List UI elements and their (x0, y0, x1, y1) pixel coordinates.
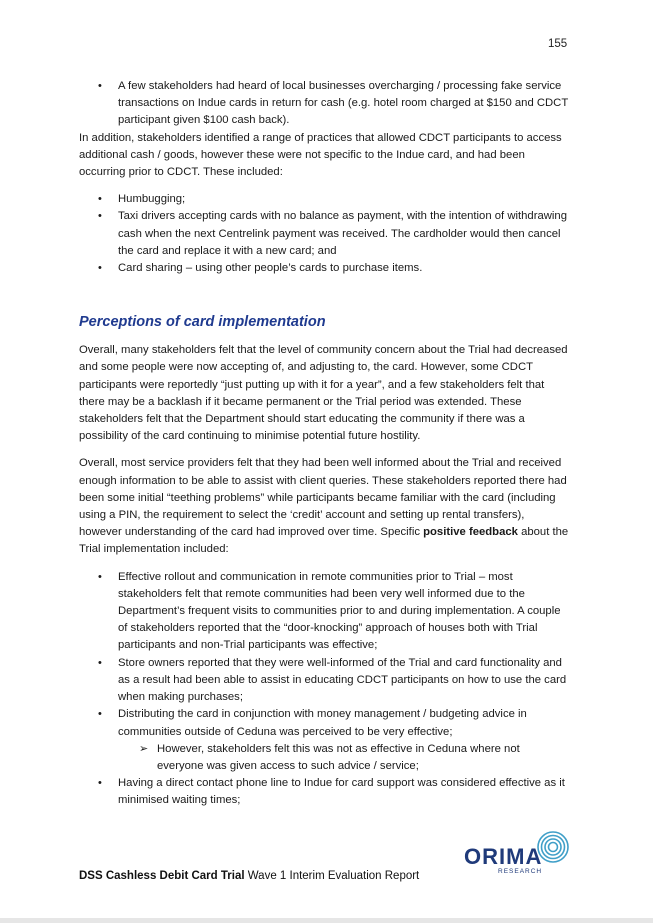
feedback-sub-list (79, 741, 569, 775)
page-number: 155 (548, 38, 568, 50)
paragraph-text: about the Trial implementation included: (79, 526, 569, 556)
list-item: • Humbugging; (79, 191, 569, 208)
practices-list (79, 191, 569, 277)
list-item: • Card sharing – using other people’s cards to purchase items. (79, 260, 569, 277)
section-heading: Perceptions of card implementation (79, 314, 326, 331)
feedback-list (79, 569, 569, 810)
list-item: • A few stakeholders had heard of local businesses overcharging / processing fake service transactions on Indue cards in return for cash (e.g. hotel room charged at $150 and CDCT participant given $100 cash back). (79, 78, 569, 130)
page-bottom-edge (0, 918, 653, 923)
paragraph-community-concern: Overall, many stakeholders felt that the level of community concern about the Trial had decreased and some people were now accepting of, and adjusting to, the card. However, some CDCT participants were reportedly “just putting up with it for a year”, and a few stakeholders felt that there may be a backlash if it became permanent or the Trial period was extended. These stakeholders felt that the Department should start educating the community if there was a possibility of the card continuing to minimise potential future hostility. (79, 344, 568, 443)
top-bullet-list (79, 78, 569, 130)
list-item: • Having a direct contact phone line to Indue for card support was considered effective as it minimised waiting times; (79, 775, 569, 809)
list-item: • Taxi drivers accepting cards with no balance as payment, with the intention of withdrawing cash when the next Centrelink payment was received. The cardholder would then cancel the card and replace it with a new card; and (79, 208, 569, 260)
intro-paragraph: In addition, stakeholders identified a range of practices that allowed CDCT participants to access additional cash / goods, however these were not specific to the Indue card, and had been occurring prior to CDCT. These included: (79, 131, 562, 179)
list-item (79, 706, 569, 775)
page-content (79, 78, 569, 810)
logo-subtitle: RESEARCH (498, 868, 543, 875)
sub-list-item (79, 741, 569, 775)
arrow-bullet-icon: ➢ (139, 742, 149, 755)
report-name: DSS Cashless Debit Card Trial (79, 870, 245, 882)
sub-list-item-text: However, stakeholders felt this was not as effective in Ceduna where not everyone was given access to such advice / service; (157, 742, 520, 772)
paragraph-service-providers (79, 455, 569, 558)
orima-logo (464, 830, 574, 880)
positive-feedback-emphasis: positive feedback (423, 526, 518, 539)
list-item: • Store owners reported that they were well-informed of the Trial and card functionality and as a result had been able to assist in educating CDCT participants on how to use the card when making purchases; (79, 655, 569, 707)
paragraph-text: Overall, most service providers felt that they had been well informed about the Trial and received enough information to be able to assist with client queries. These stakeholders reported there had been some initial “teething problems” while participants became familiar with the card (including using a PIN, the requirement to select the ‘credit’ account and setting up rental transfers), however understanding of the card had improved over time. Specific (79, 457, 567, 539)
list-item: • Effective rollout and communication in remote communities prior to Trial – most stakeholders felt that remote communities had been very well informed due to the Department’s frequent visits to communities prior to and during implementation. A couple of stakeholders reported that the “door-knocking” approach of houses both with Trial participants and non-Trial participants was effective; (79, 569, 569, 655)
list-item-text: Distributing the card in conjunction with money management / budgeting advice in communities outside of Ceduna was perceived to be very effective; (118, 708, 527, 738)
logo-wordmark: ORIMA (464, 844, 543, 869)
report-subtitle: Wave 1 Interim Evaluation Report (244, 870, 420, 882)
report-footer-title (79, 870, 419, 882)
